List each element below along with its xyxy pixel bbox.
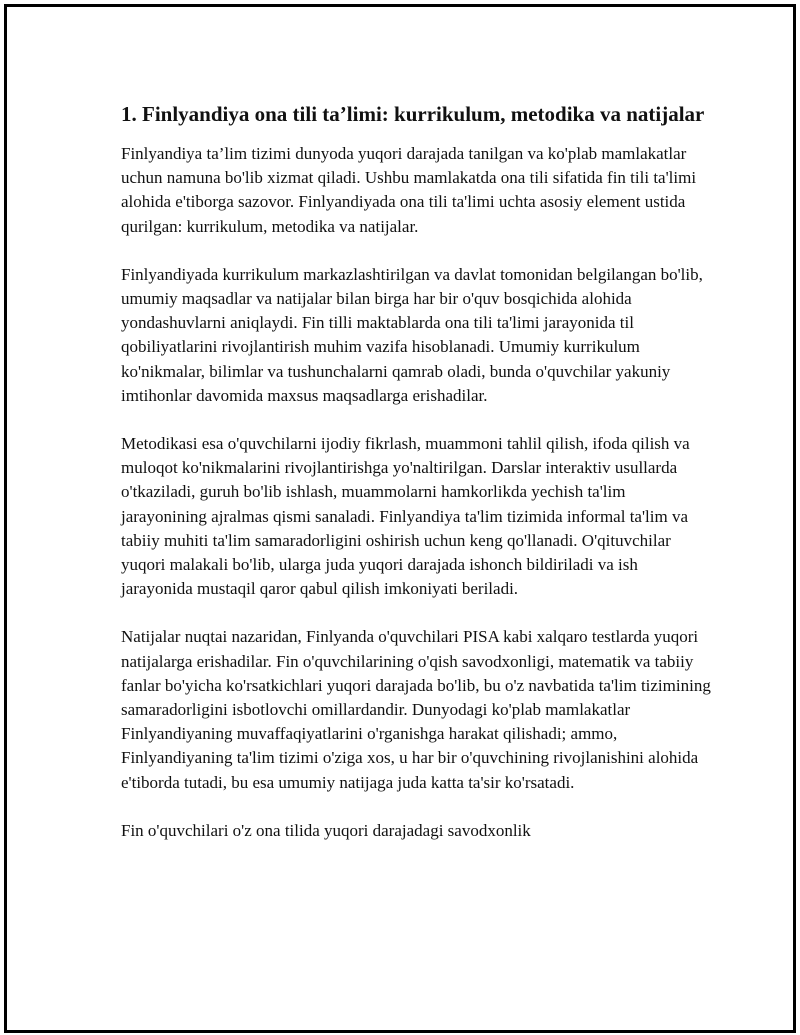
document-body (121, 100, 711, 867)
paragraph-methodology: Metodikasi esa o'quvchilarni ijodiy fikrlash, muammoni tahlil qilish, ifoda qilish va muloqot ko'nikmalarini rivojlantirishga yo'naltirilgan. Darslar interaktiv usullarda o'tkaziladi, guruh bo'lib ishlash, muammolarni hamkorlikda yechish ta'lim jarayonining ajralmas qismi sanaladi. Finlyandiya ta'lim tizimida informal ta'lim va tabiiy muhiti ta'lim samaradorligini oshirish uchun keng qo'llanadi. O'qituvchilar yuqori malakali bo'lib, ularga juda yuqori darajada ishonch bildiriladi va ish jarayonida mustaqil qaror qabul qilish imkoniyati beriladi. (121, 434, 690, 599)
paragraph-literacy: Fin o'quvchilari o'z ona tilida yuqori darajadagi savodxonlik (121, 820, 531, 840)
paragraph-intro: Finlyandiya ta’lim tizimi dunyoda yuqori darajada tanilgan va ko'plab mamlakatlar uchun namuna bo'lib xizmat qiladi. Ushbu mamlakatda ona tili sifatida fin tili ta'limi alohida e'tiborga sazovor. Finlyandiyada ona tili ta'limi uchta asosiy element ustida qurilgan: kurrikulum, metodika va natijalar. (121, 144, 697, 236)
paragraph-curriculum: Finlyandiyada kurrikulum markazlashtirilgan va davlat tomonidan belgilangan bo'lib, umumiy maqsadlar va natijalar bilan birga har bir o'quv bosqichida alohida yondashuvlarni aniqlaydi. Fin tilli maktablarda ona tili ta'limi jarayonida til qobiliyatlarini rivojlantirish muhim vazifa hisoblanadi. Umumiy kurrikulum ko'nikmalar, bilimlar va tushunchalarni qamrab oladi, bunda o'quvchilar yakuniy imtihonlar davomida maxsus maqsadlarga erishadilar. (121, 264, 703, 405)
page-frame (4, 4, 796, 1033)
document-title: 1. Finlyandiya ona tili ta’limi: kurrikulum, metodika va natijalar (121, 102, 705, 126)
paragraph-results: Natijalar nuqtai nazaridan, Finlyanda o'quvchilari PISA kabi xalqaro testlarda yuqori natijalarga erishadilar. Fin o'quvchilarining o'qish savodxonligi, matematik va tabiiy fanlar bo'yicha ko'rsatkichlari yuqori darajada bo'lib, bu o'z navbatida ta'lim tizimining samaradorligini isbotlovchi omillardandir. Dunyodagi ko'plab mamlakatlar Finlyandiyaning muvaffaqiyatlarini o'rganishga harakat qilishadi; ammo, Finlyandiyaning ta'lim tizimi o'ziga xos, u har bir o'quvchining rivojlanishini alohida e'tiborda tutadi, bu esa umumiy natijaga juda katta ta'sir ko'rsatadi. (121, 627, 711, 792)
